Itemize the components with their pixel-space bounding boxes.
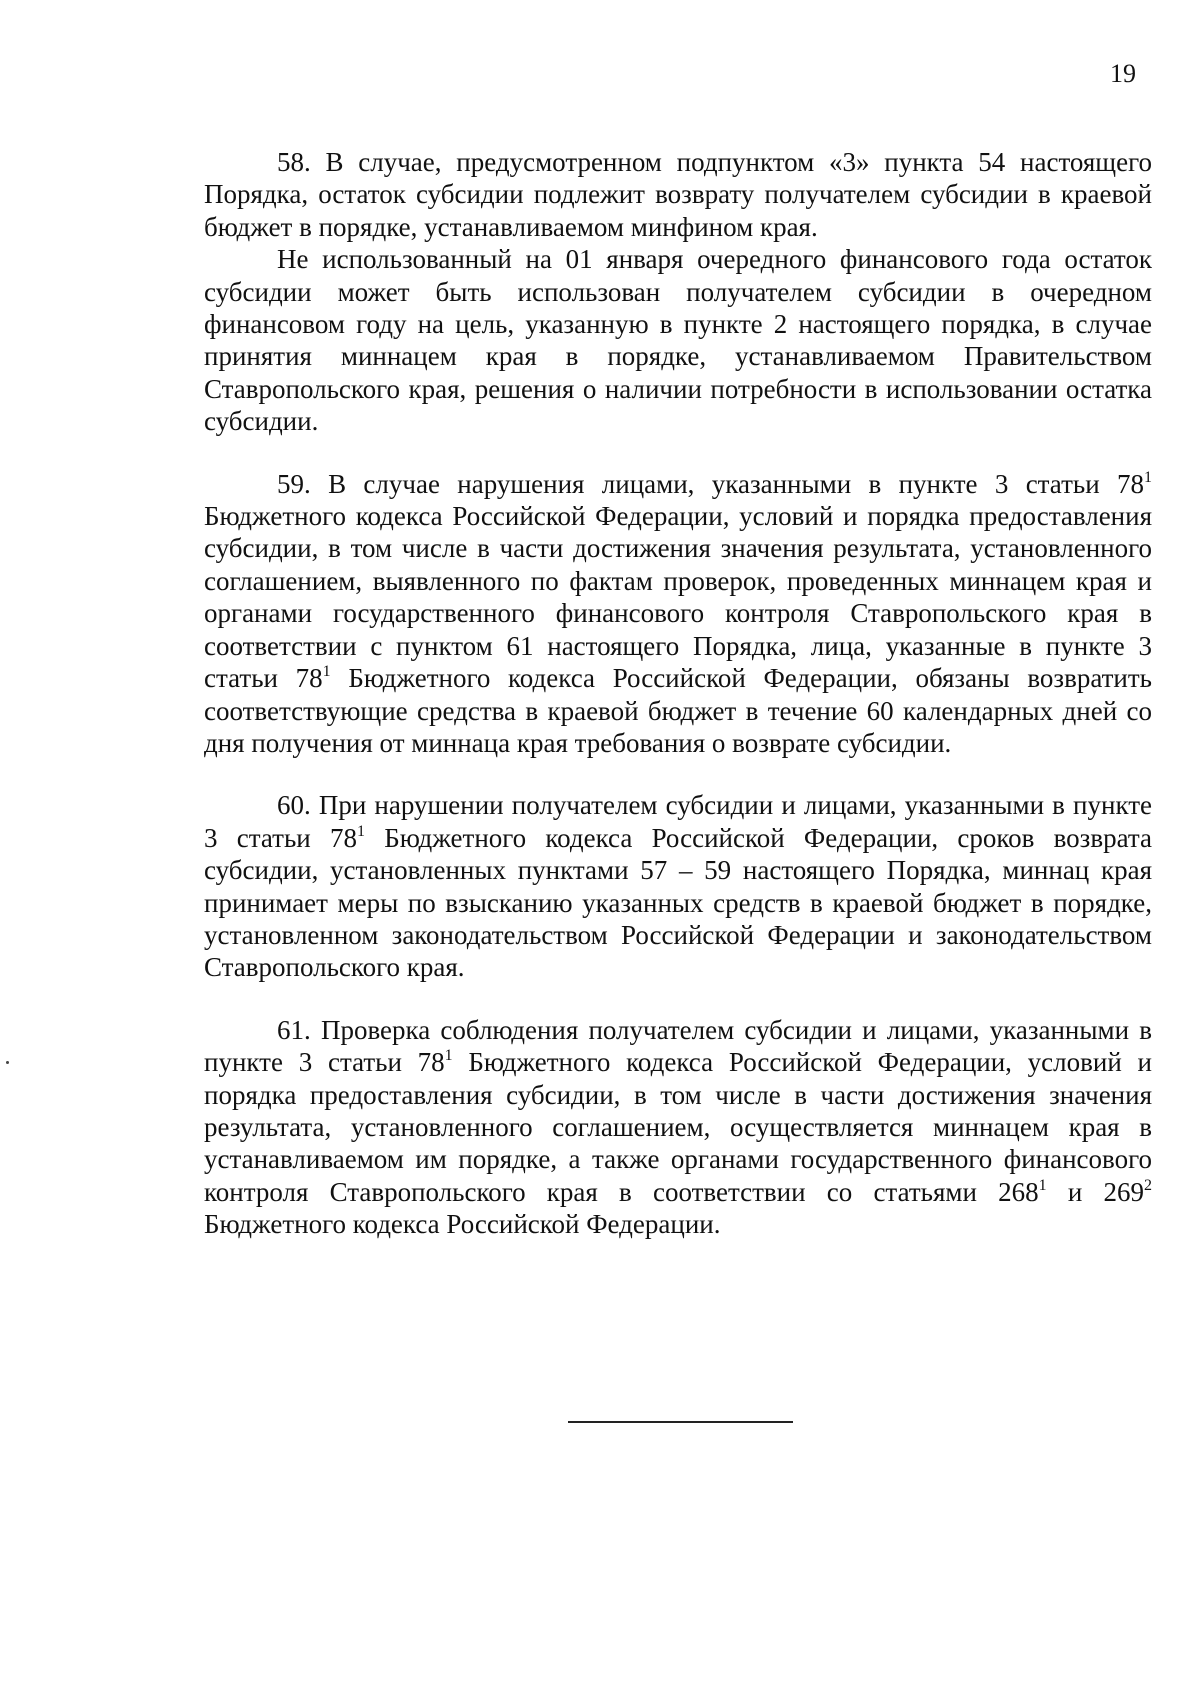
scan-margin-dot [6,1061,9,1064]
paragraph-61-text-4: Бюджетного кодекса Российской Федерации. [204,1209,721,1240]
document-body [204,146,1152,1241]
paragraph-60-text-2: Бюджетного кодекса Российской Федерации, сроков возврата субсидии, установленных пунктами 57 – 59 настоящего Порядка, миннац края принимает меры по взысканию указанных средств в краевой бюджет в порядке, установленном законодательством Российской Федерации и законодательством Ставропольского края. [204,822,1152,983]
superscript: 1 [322,663,331,681]
paragraph-58 [204,146,1152,243]
superscript: 1 [444,1047,453,1065]
paragraph-59-text-1: 59. В случае нарушения лицами, указанными в пункте 3 статьи 78 [277,468,1144,499]
paragraph-60 [204,789,1152,983]
paragraph-59-text-2: Бюджетного кодекса Российской Федерации, условий и порядка предоставления субсидии, в том числе в части достижения значения результата, установленного соглашением, выявленного по фактам проверок, проведенных миннацем края и органами государственного финансового контроля Ставропольского края в соответствии с пунктом 61 настоящего Порядка, лица, указанные в пункте 3 статьи 78 [204,501,1152,694]
end-of-document-rule [568,1421,793,1423]
paragraph-61-text-1: 61. Проверка соблюдения получателем субсидии и лицами, указанными в пункте 3 статьи 78 [204,1014,1152,1078]
superscript: 1 [356,822,365,840]
paragraph-58-continuation [204,243,1152,437]
superscript: 2 [1144,1176,1152,1194]
superscript: 1 [1144,468,1152,486]
paragraph-61-text-3: и 269 [1046,1176,1144,1207]
paragraph-61 [204,1014,1152,1241]
paragraph-58-text: 58. В случае, предусмотренном подпунктом «3» пункта 54 настоящего Порядка, остаток субсидии подлежит возврату получателем субсидии в краевой бюджет в порядке, устанавливаемом минфином края. [204,147,1152,242]
paragraph-58-continuation-text: Не использованный на 01 января очередного финансового года остаток субсидии может быть использован получателем субсидии в очередном финансовом году на цель, указанную в пункте 2 настоящего порядка, в случае принятия миннацем края в порядке, устанавливаемом Правительством Ставропольского края, решения о наличии потребности в использовании остатка субсидии. [204,244,1152,437]
page-number: 19 [1110,59,1136,88]
paragraph-59 [204,468,1152,760]
paragraph-60-text-1: 60. При нарушении получателем субсидии и лицами, указанными в пункте 3 статьи 78 [204,790,1152,853]
paragraph-59-text-3: Бюджетного кодекса Российской Федерации, обязаны возвратить соответствующие средства в краевой бюджет в течение 60 календарных дней со дня получения от миннаца края требования о возврате субсидии. [204,663,1152,758]
paragraph-61-text-2: Бюджетного кодекса Российской Федерации, условий и порядка предоставления субсидии, в том числе в части достижения значения результата, установленного соглашением, осуществляется миннацем края в устанавливаемом им порядке, а также органами государственного финансового контроля Ставропольского края в соответствии со статьями 268 [204,1047,1152,1207]
superscript: 1 [1038,1176,1047,1194]
